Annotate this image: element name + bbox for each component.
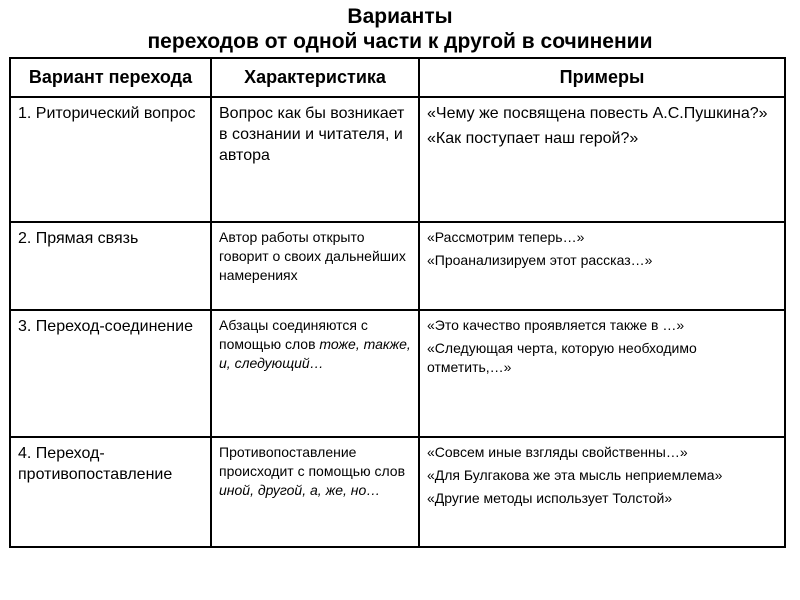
examples-cell (419, 310, 785, 438)
example-text: «Проанализируем этот рассказ…» (427, 252, 653, 269)
title-line-1: Варианты (347, 5, 453, 28)
characteristic-text-italic: тоже, также, и, следующий… (219, 335, 411, 371)
examples-cell (419, 437, 785, 547)
title-line-2: переходов от одной части к другой в сочинении (147, 30, 653, 53)
table-row (10, 222, 785, 309)
example-text: «Другие методы использует Толстой» (427, 490, 673, 507)
characteristic-text-italic: иной, другой, а, же, но… (219, 482, 381, 499)
characteristic-text: Автор работы открыто говорит о своих дальнейших намерениях (219, 229, 406, 284)
variant-label: 4. Переход-противопоставление (18, 445, 173, 484)
variant-label: 1. Риторический вопрос (18, 104, 196, 122)
characteristic-cell (211, 310, 419, 438)
characteristic-text-plain: Абзацы соединяются с помощью слов (219, 316, 368, 352)
header-characteristic: Характеристика (211, 58, 419, 97)
variant-cell (10, 97, 211, 223)
example-text: «Рассмотрим теперь…» (427, 229, 585, 246)
header-variant: Вариант перехода (10, 58, 211, 97)
transitions-table (9, 57, 786, 548)
characteristic-cell (211, 437, 419, 547)
characteristic-cell (211, 97, 419, 223)
variant-label: 2. Прямая связь (18, 230, 139, 248)
examples-cell (419, 222, 785, 309)
table-header-row (10, 58, 785, 97)
table-row (10, 310, 785, 438)
examples-cell (419, 97, 785, 223)
header-examples: Примеры (419, 58, 785, 97)
variant-cell (10, 222, 211, 309)
example-text: «Чему же посвящена повесть А.С.Пушкина?» (427, 104, 768, 122)
characteristic-cell (211, 222, 419, 309)
example-text: «Совсем иные взгляды свойственны…» (427, 444, 688, 461)
characteristic-text: Вопрос как бы возникает в сознании и читателя, и автора (219, 104, 405, 164)
example-text: «Как поступает наш герой?» (427, 129, 639, 147)
example-text: «Для Булгакова же эта мысль неприемлема» (427, 467, 723, 484)
table-row (10, 437, 785, 547)
page-title (0, 4, 800, 54)
characteristic-text-plain: Противопоставление происходит с помощью слов (219, 444, 406, 480)
variant-cell (10, 310, 211, 438)
variant-label: 3. Переход-соединение (18, 317, 193, 335)
table-row (10, 97, 785, 223)
example-text: «Следующая черта, которую необходимо отметить,…» (427, 339, 697, 375)
example-text: «Это качество проявляется также в …» (427, 316, 685, 333)
variant-cell (10, 437, 211, 547)
